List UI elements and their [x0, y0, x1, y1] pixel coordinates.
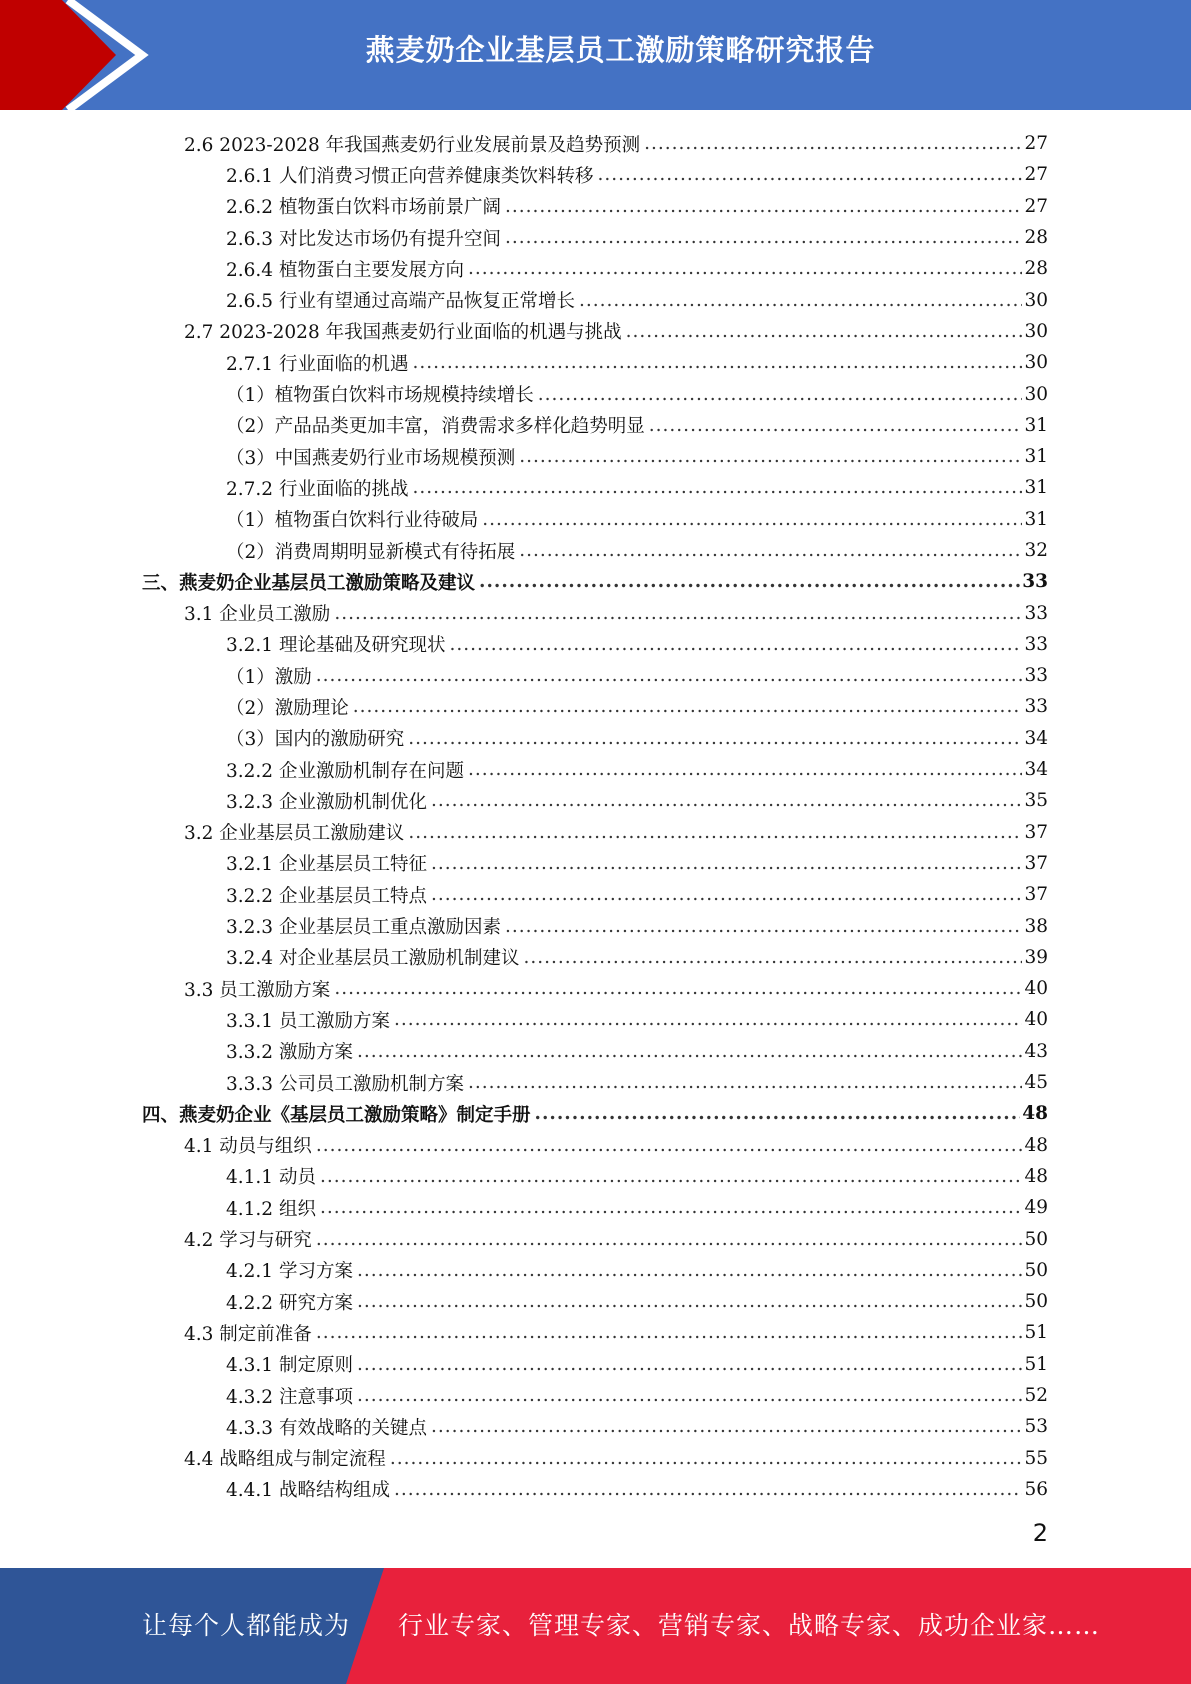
toc-entry[interactable] [0, 410, 1048, 441]
toc-entry[interactable] [0, 1004, 1048, 1035]
toc-entry[interactable] [0, 316, 1048, 347]
toc-entry-title: 3.3.1 员工激励方案 [226, 1010, 390, 1032]
toc-entry-title: 4.3.1 制定原则 [226, 1355, 353, 1377]
toc-entry-title: 4.2.1 学习方案 [226, 1261, 353, 1283]
toc-entry[interactable] [0, 817, 1048, 848]
toc-entry-page: 48 [1024, 1134, 1048, 1156]
toc-dot-leader [357, 1354, 1023, 1375]
toc-dot-leader [353, 696, 1023, 717]
toc-entry[interactable] [0, 597, 1048, 628]
toc-dot-leader [505, 227, 1022, 248]
toc-entry-page: 43 [1024, 1040, 1048, 1062]
toc-entry-title: 三、燕麦奶企业基层员工激励策略及建议 [142, 572, 476, 594]
toc-dot-leader [644, 133, 1022, 154]
toc-dot-leader [408, 822, 1022, 843]
toc-entry[interactable] [0, 441, 1048, 472]
toc-dot-leader [334, 603, 1022, 624]
toc-entry[interactable] [0, 191, 1048, 222]
toc-entry[interactable] [0, 1349, 1048, 1380]
toc-entry[interactable] [0, 785, 1048, 816]
toc-entry-page: 50 [1024, 1259, 1048, 1281]
toc-entry-page: 38 [1024, 915, 1048, 937]
toc-entry[interactable] [0, 1255, 1048, 1286]
toc-entry-title: 4.1.1 动员 [226, 1167, 316, 1189]
toc-entry-page: 51 [1024, 1322, 1048, 1344]
toc-entry[interactable] [0, 535, 1048, 566]
toc-entry-title: 3.3.2 激励方案 [226, 1042, 353, 1064]
toc-dot-leader [519, 540, 1022, 561]
toc-dot-leader [334, 978, 1022, 999]
toc-entry[interactable] [0, 1411, 1048, 1442]
toc-entry-page: 51 [1024, 1353, 1048, 1375]
toc-entry-page: 31 [1024, 477, 1048, 499]
table-of-contents [0, 128, 1191, 1505]
toc-dot-leader [431, 884, 1022, 905]
toc-entry-title: 4.3 制定前准备 [184, 1323, 312, 1345]
toc-dot-leader [505, 196, 1022, 217]
toc-entry[interactable] [0, 566, 1048, 597]
toc-entry-title: （3）中国燕麦奶行业市场规模预测 [226, 447, 516, 469]
toc-entry-page: 52 [1024, 1385, 1048, 1407]
toc-dot-leader [394, 1009, 1022, 1030]
toc-entry-page: 56 [1024, 1478, 1048, 1500]
toc-dot-leader [519, 446, 1022, 467]
toc-entry[interactable] [0, 1130, 1048, 1161]
toc-entry[interactable] [0, 222, 1048, 253]
toc-entry-page: 34 [1024, 727, 1048, 749]
toc-dot-leader [449, 634, 1022, 655]
toc-entry-title: 4.2.2 研究方案 [226, 1292, 353, 1314]
toc-entry-page: 31 [1024, 446, 1048, 468]
toc-dot-leader [535, 1103, 1021, 1124]
toc-dot-leader [357, 1041, 1023, 1062]
toc-entry-title: （3）国内的激励研究 [226, 729, 405, 751]
toc-dot-leader [357, 1291, 1023, 1312]
toc-entry-page: 37 [1024, 852, 1048, 874]
toc-entry[interactable] [0, 1161, 1048, 1192]
toc-entry-page: 37 [1024, 884, 1048, 906]
toc-entry-title: 2.6.4 植物蛋白主要发展方向 [226, 259, 464, 281]
toc-entry[interactable] [0, 1380, 1048, 1411]
toc-dot-leader [316, 1322, 1023, 1343]
toc-dot-leader [316, 665, 1023, 686]
toc-entry-page: 33 [1024, 633, 1048, 655]
toc-entry-page: 30 [1024, 289, 1048, 311]
toc-entry-title: （1）植物蛋白饮料市场规模持续增长 [226, 385, 534, 407]
toc-entry-title: 2.6.3 对比发达市场仍有提升空间 [226, 228, 501, 250]
toc-entry-title: （2）激励理论 [226, 697, 349, 719]
toc-entry-page: 33 [1022, 571, 1048, 593]
toc-entry-page: 40 [1024, 978, 1048, 1000]
toc-dot-leader [505, 916, 1022, 937]
toc-entry[interactable] [0, 378, 1048, 409]
toc-dot-leader [357, 1260, 1023, 1281]
toc-entry-page: 40 [1024, 1009, 1048, 1031]
toc-entry-page: 50 [1024, 1291, 1048, 1313]
toc-dot-leader [390, 1448, 1023, 1469]
toc-dot-leader [468, 759, 1022, 780]
toc-entry[interactable] [0, 1067, 1048, 1098]
toc-entry-page: 31 [1024, 414, 1048, 436]
toc-entry-page: 39 [1024, 946, 1048, 968]
toc-dot-leader [320, 1166, 1023, 1187]
toc-entry[interactable] [0, 1317, 1048, 1348]
toc-entry-title: 3.2.3 企业基层员工重点激励因素 [226, 917, 501, 939]
toc-entry-title: 4.1 动员与组织 [184, 1136, 312, 1158]
toc-entry-title: （2）消费周期明显新模式有待拓展 [226, 541, 516, 563]
page-number: 2 [1032, 1519, 1048, 1547]
document-title: 燕麦奶企业基层员工激励策略研究报告 [365, 33, 876, 67]
toc-entry-page: 28 [1024, 227, 1048, 249]
toc-entry[interactable] [0, 1192, 1048, 1223]
toc-entry[interactable] [0, 723, 1048, 754]
toc-entry-page: 30 [1024, 352, 1048, 374]
toc-dot-leader [316, 1135, 1023, 1156]
footer-slogan-right: 行业专家、管理专家、营销专家、战略专家、成功企业家…… [398, 1611, 1101, 1640]
toc-entry-page: 27 [1024, 195, 1048, 217]
toc-entry[interactable] [0, 1223, 1048, 1254]
toc-entry[interactable] [0, 128, 1048, 159]
toc-entry-page: 32 [1024, 540, 1048, 561]
toc-dot-leader [626, 321, 1023, 342]
toc-entry-title: 2.6.1 人们消费习惯正向营养健康类饮料转移 [226, 165, 594, 187]
toc-entry-page: 31 [1024, 508, 1048, 530]
toc-entry-page: 30 [1024, 320, 1048, 342]
toc-entry-page: 53 [1024, 1416, 1048, 1438]
toc-entry-page: 48 [1022, 1103, 1048, 1125]
toc-dot-leader [412, 352, 1022, 373]
toc-entry[interactable] [0, 691, 1048, 722]
toc-entry-title: 3.2.4 对企业基层员工激励机制建议 [226, 948, 520, 970]
toc-entry[interactable] [0, 848, 1048, 879]
toc-entry-title: 3.1 企业员工激励 [184, 604, 331, 626]
toc-dot-leader [431, 790, 1022, 811]
toc-entry[interactable] [0, 910, 1048, 941]
toc-entry-title: 4.1.2 组织 [226, 1198, 316, 1220]
toc-dot-leader [431, 1416, 1022, 1437]
toc-entry[interactable] [0, 973, 1048, 1004]
toc-entry-page: 27 [1024, 164, 1048, 186]
page-header [0, 0, 1191, 110]
toc-entry-title: （1）植物蛋白饮料行业待破局 [226, 510, 479, 532]
toc-dot-leader [412, 477, 1022, 498]
toc-entry[interactable] [0, 942, 1048, 973]
footer-slogan-left: 让每个人都能成为 [142, 1611, 351, 1640]
toc-dot-leader [538, 384, 1023, 405]
toc-dot-leader [408, 728, 1022, 749]
toc-entry[interactable] [0, 1098, 1048, 1129]
toc-entry[interactable] [0, 629, 1048, 660]
toc-dot-leader [523, 947, 1022, 968]
toc-entry-page: 45 [1024, 1072, 1048, 1094]
toc-entry-title: 3.2 企业基层员工激励建议 [184, 823, 405, 845]
toc-entry-title: 4.3.3 有效战略的关键点 [226, 1417, 427, 1439]
toc-dot-leader [394, 1479, 1022, 1500]
toc-entry-page: 30 [1024, 383, 1048, 405]
toc-entry-page: 55 [1024, 1447, 1048, 1469]
toc-dot-leader [316, 1229, 1023, 1250]
toc-entry-title: 4.4.1 战略结构组成 [226, 1480, 390, 1502]
toc-dot-leader [479, 571, 1020, 592]
toc-entry-title: 2.6.2 植物蛋白饮料市场前景广阔 [226, 197, 501, 219]
toc-dot-leader [320, 1197, 1023, 1218]
toc-entry-page: 35 [1024, 790, 1048, 812]
toc-entry-page: 34 [1024, 759, 1048, 781]
page-footer [0, 1568, 1191, 1684]
toc-dot-leader [482, 509, 1022, 530]
toc-dot-leader [468, 1072, 1022, 1093]
toc-dot-leader [357, 1385, 1023, 1406]
toc-entry[interactable] [0, 159, 1048, 190]
toc-entry-title: 4.4 战略组成与制定流程 [184, 1449, 386, 1471]
toc-entry[interactable] [0, 1442, 1048, 1473]
toc-dot-leader [431, 853, 1022, 874]
toc-entry-title: 3.3.3 公司员工激励机制方案 [226, 1073, 464, 1095]
toc-entry-page: 49 [1024, 1197, 1048, 1219]
toc-dot-leader [579, 290, 1022, 311]
toc-entry-title: 3.2.1 企业基层员工特征 [226, 854, 427, 876]
toc-entry-page: 27 [1024, 133, 1048, 155]
toc-entry-title: 3.2.2 企业基层员工特点 [226, 885, 427, 907]
toc-entry-page: 33 [1024, 696, 1048, 718]
toc-dot-leader [468, 258, 1022, 279]
toc-entry[interactable] [0, 284, 1048, 315]
toc-entry-title: 4.2 学习与研究 [184, 1230, 312, 1252]
toc-entry-title: 4.3.2 注意事项 [226, 1386, 353, 1408]
toc-entry[interactable] [0, 660, 1048, 691]
toc-entry[interactable] [0, 472, 1048, 503]
toc-entry[interactable] [0, 879, 1048, 910]
toc-entry-title: 2.6.5 行业有望通过高端产品恢复正常增长 [226, 291, 575, 313]
toc-entry-title: 3.2.2 企业激励机制存在问题 [226, 760, 464, 782]
toc-entry[interactable] [0, 1474, 1048, 1505]
toc-entry[interactable] [0, 504, 1048, 535]
toc-entry-title: 3.2.3 企业激励机制优化 [226, 791, 427, 813]
toc-entry-title: 2.7 2023-2028 年我国燕麦奶行业面临的机遇与挑战 [184, 322, 622, 344]
toc-entry-title: 2.7.2 行业面临的挑战 [226, 478, 409, 500]
toc-entry-page: 33 [1024, 665, 1048, 687]
toc-entry[interactable] [0, 253, 1048, 284]
toc-entry-page: 50 [1024, 1228, 1048, 1250]
toc-entry-title: （2）产品品类更加丰富，消费需求多样化趋势明显 [226, 416, 645, 438]
toc-entry-page: 37 [1024, 821, 1048, 843]
toc-entry-page: 48 [1024, 1165, 1048, 1187]
toc-entry[interactable] [0, 1286, 1048, 1317]
toc-entry-title: 3.2.1 理论基础及研究现状 [226, 635, 446, 657]
toc-entry[interactable] [0, 1036, 1048, 1067]
toc-entry[interactable] [0, 754, 1048, 785]
toc-entry-page: 28 [1024, 258, 1048, 280]
toc-dot-leader [649, 415, 1023, 436]
toc-entry-title: 2.6 2023-2028 年我国燕麦奶行业发展前景及趋势预测 [184, 134, 641, 156]
toc-entry-title: 3.3 员工激励方案 [184, 979, 331, 1001]
toc-entry-title: （1）激励 [226, 666, 312, 688]
toc-entry-title: 2.7.1 行业面临的机遇 [226, 353, 409, 375]
toc-entry-title: 四、燕麦奶企业《基层员工激励策略》制定手册 [142, 1104, 531, 1126]
toc-dot-leader [597, 164, 1022, 185]
toc-entry[interactable] [0, 347, 1048, 378]
toc-entry-page: 33 [1024, 602, 1048, 624]
